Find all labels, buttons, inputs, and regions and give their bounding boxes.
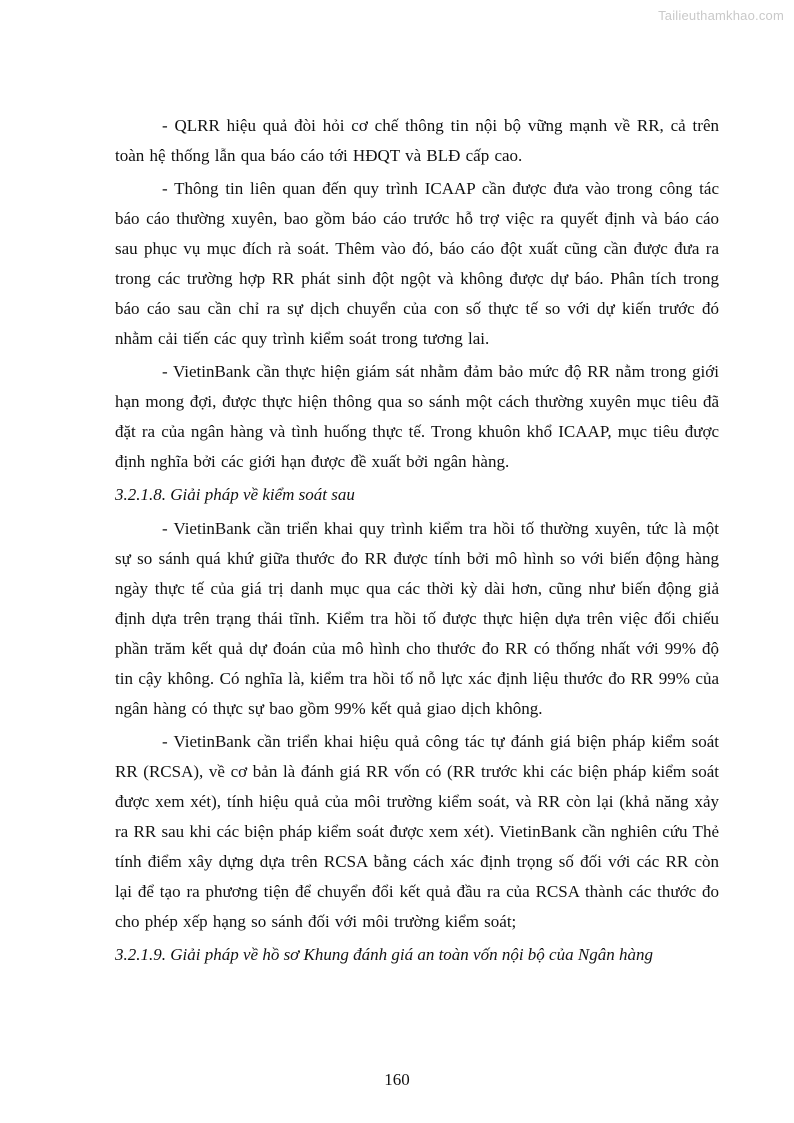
paragraph-backtesting: - VietinBank cần triển khai quy trình kiểm tra hồi tố thường xuyên, tức là một sự so sánh quá khứ giữa thước đo RR được tính bởi mô hình so với biến động hàng ngày thực tế của giá trị danh mục qua các thời kỳ dài hơn, cũng như biến động giả định dựa trên trạng thái tĩnh. Kiểm tra hồi tố được thực hiện dựa trên việc đối chiếu phần trăm kết quả dự đoán của mô hình cho thước đo RR có thống nhất với 99% độ tin cậy không. Có nghĩa là, kiểm tra hồi tố nỗ lực xác định liệu thước đo RR 99% của ngân hàng có thực sự bao gồm 99% kết quả giao dịch không. bbox=[115, 519, 719, 718]
section-heading-icaap-framework: 3.2.1.9. Giải pháp về hồ sơ Khung đánh giá an toàn vốn nội bộ của Ngân hàng bbox=[115, 945, 653, 964]
watermark-text: Tailieuthamkhao.com bbox=[658, 8, 784, 23]
paragraph-internal-information: - QLRR hiệu quả đòi hỏi cơ chế thông tin nội bộ vững mạnh về RR, cả trên toàn hệ thống lẫn qua báo cáo tới HĐQT và BLĐ cấp cao. bbox=[115, 116, 719, 165]
paragraph-rcsa: - VietinBank cần triển khai hiệu quả công tác tự đánh giá biện pháp kiểm soát RR (RCSA), về cơ bản là đánh giá RR vốn có (RR trước khi các biện pháp kiểm soát được xem xét), tính hiệu quả của môi trường kiểm soát, và RR còn lại (khả năng xảy ra RR sau khi các biện pháp kiểm soát được xem xét). VietinBank cần nghiên cứu Thẻ tính điểm xây dựng dựa trên RCSA bằng cách xác định trọng số đối với các RR còn lại để tạo ra phương tiện để chuyển đổi kết quả đầu ra của RCSA thành các thước đo cho phép xếp hạng so sánh đối với môi trường kiểm soát; bbox=[115, 732, 719, 931]
paragraph-icaap-reporting: - Thông tin liên quan đến quy trình ICAAP cần được đưa vào trong công tác báo cáo thường xuyên, bao gồm báo cáo trước hỗ trợ việc ra quyết định và báo cáo sau phục vụ mục đích rà soát. Thêm vào đó, báo cáo đột xuất cũng cần được đưa ra trong các trường hợp RR phát sinh đột ngột và không được dự báo. Phân tích trong báo cáo sau cần chỉ ra sự dịch chuyển của con số thực tế so với dự kiến trước đó nhằm cải tiến các quy trình kiểm soát trong tương lai. bbox=[115, 179, 719, 348]
section-heading-post-control: 3.2.1.8. Giải pháp về kiểm soát sau bbox=[115, 485, 355, 504]
paragraph-risk-monitoring: - VietinBank cần thực hiện giám sát nhằm đảm bảo mức độ RR nằm trong giới hạn mong đợi, được thực hiện thông qua so sánh một cách thường xuyên mục tiêu đã đặt ra của ngân hàng và tình huống thực tế. Trong khuôn khổ ICAAP, mục tiêu được định nghĩa bởi các giới hạn được đề xuất bởi ngân hàng. bbox=[115, 362, 719, 471]
page-number: 160 bbox=[384, 1070, 410, 1089]
document-body bbox=[115, 111, 719, 974]
